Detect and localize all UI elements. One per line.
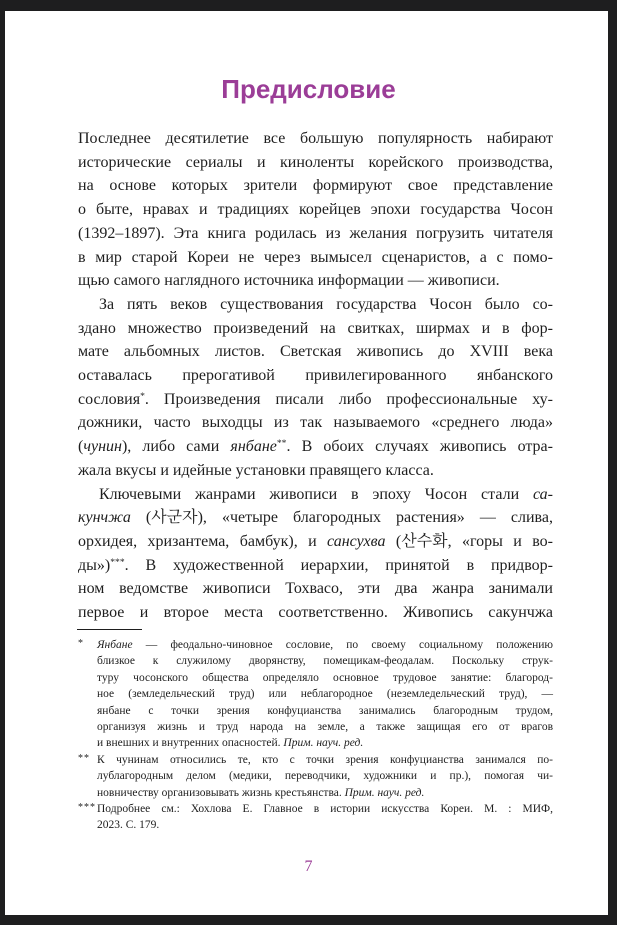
text-line: (1392–1897). Эта книга родилась из желания погрузить читателя bbox=[78, 224, 553, 242]
text-line: Янбане — феодально-чиновное сословие, по своему социальному положению bbox=[97, 639, 553, 651]
text-line: янбане с точки зрения конфуцианства занимались благородным трудом, bbox=[97, 704, 553, 717]
text-line: К чунинам относились те, кто с точки зрения конфуцианства занимался по- bbox=[97, 753, 553, 766]
footnote-divider bbox=[77, 629, 142, 630]
body-text bbox=[78, 127, 553, 625]
text-line: туру чосонского общества определяло основное трудовое занятие: благород- bbox=[97, 671, 553, 684]
text-line: Последнее десятилетие все большую популярность набирают bbox=[78, 130, 553, 147]
text-line: организуя жизнь и труд народа на земле, а также защищая его от врагов bbox=[97, 721, 553, 734]
text-line: о быте, нравах и традициях корейцев эпохи государства Чосон bbox=[78, 201, 553, 219]
footnotes bbox=[78, 637, 553, 834]
text-line: здано множество произведений на свитках, ширмах и в фор- bbox=[78, 319, 553, 337]
text-line: на основе которых зрители формируют свое представление bbox=[78, 177, 553, 195]
footnote bbox=[78, 801, 553, 834]
text-line: сословия*. Произведения писали либо профессиональные ху- bbox=[78, 390, 553, 408]
text-line: Подробнее см.: Хохлова Е. Главное в истории искусства Кореи. М. : МИФ, bbox=[97, 803, 553, 816]
text-line: дожники, часто выходцы из так называемого «среднего люда» bbox=[78, 414, 553, 432]
text-line: в мир старой Кореи не через вымысел сценаристов, а с помо- bbox=[78, 248, 553, 266]
footnote-marker: *** bbox=[78, 802, 96, 814]
text-line: исторические сериалы и киноленты корейского производства, bbox=[78, 153, 553, 171]
text-line: жала вкусы и идейные установки правящего класса. bbox=[78, 461, 434, 479]
text-line: За пять веков существования государства Чосон было со- bbox=[99, 295, 553, 313]
footnote bbox=[78, 752, 553, 801]
text-line: орхидея, хризантема, бамбук), и сансухва (산수화, «горы и во- bbox=[78, 532, 554, 550]
page-number: 7 bbox=[304, 858, 313, 875]
footnote-marker: ** bbox=[78, 752, 90, 764]
text-line: ды»)***. В художественной иерархии, принятой в придвор- bbox=[78, 556, 553, 574]
paragraph bbox=[78, 483, 553, 625]
text-line: близкое к служилому дворянству, помещикам-феодалам. Поскольку струк- bbox=[97, 655, 553, 668]
text-line: оставалась прерогативой привилегированного янбанского bbox=[78, 367, 553, 385]
text-line: Ключевыми жанрами живописи в эпоху Чосон стали са- bbox=[99, 485, 553, 503]
text-line: 2023. С. 179. bbox=[97, 819, 160, 832]
paragraph bbox=[78, 127, 553, 293]
text-line: мате альбомных листов. Светская живопись до XVIII века bbox=[78, 343, 553, 361]
text-line: щью самого наглядного источника информации — живописи. bbox=[78, 272, 500, 290]
paragraph bbox=[78, 293, 553, 483]
text-line: первое и второе места соответственно. Живопись сакунчжа bbox=[78, 604, 553, 622]
footnote bbox=[78, 637, 553, 752]
text-line: ное (земледельческий труд) или неблагородное (неземледельческий труд), — bbox=[97, 688, 553, 701]
text-line: новничеству организовывать жизнь крестьянства. Прим. науч. ред. bbox=[97, 786, 425, 799]
footnote-marker: * bbox=[78, 638, 84, 649]
text-line: лублагородным делом (медики, переводчики, художники и пр.), помогая чи- bbox=[97, 770, 553, 783]
text-line: и внешних и внутренних опасностей. Прим. науч. ред. bbox=[97, 737, 364, 750]
chapter-title: Предисловие bbox=[221, 74, 396, 104]
text-line: ном ведомстве живописи Тохвасо, эти два жанра занимали bbox=[78, 580, 553, 598]
text-line: (чунин), либо сами янбане**. В обоих случаях живопись отра- bbox=[78, 438, 553, 456]
text-line: кунчжа (사군자), «четыре благородных растения» — слива, bbox=[78, 509, 553, 527]
